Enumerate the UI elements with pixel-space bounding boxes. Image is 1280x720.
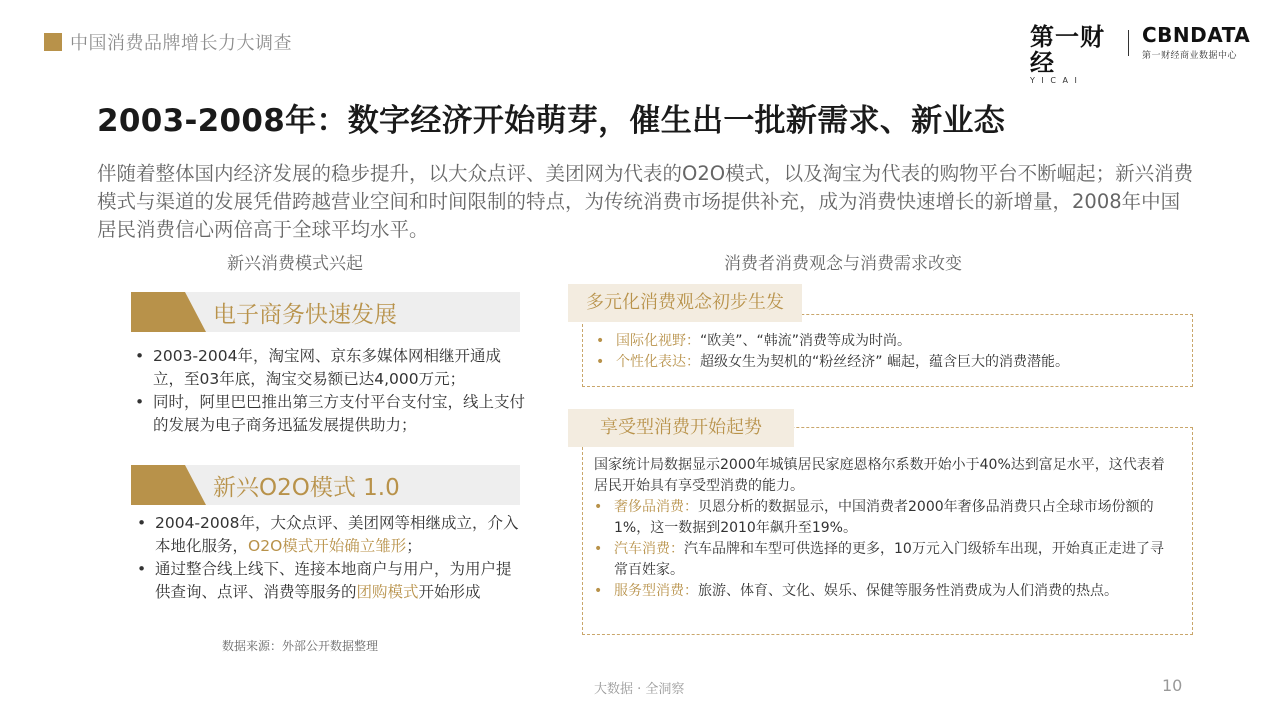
item-key: 汽车消费： xyxy=(614,541,684,557)
ecommerce-banner-title: 电子商务快速发展 xyxy=(213,302,397,328)
cbndata-logo-text: CBNDATA xyxy=(1142,23,1251,47)
bullet-dot-icon: • xyxy=(137,514,147,532)
bullet-dot-icon: • xyxy=(137,560,147,578)
item-text: 汽车品牌和车型可供选择的更多，10万元入门级轿车出现，开始真正走进了寻常百姓家。 xyxy=(614,541,1164,578)
header-accent-square xyxy=(44,33,62,51)
list-item xyxy=(586,352,1186,373)
list-item-text-end: 开始形成 xyxy=(418,583,481,601)
intro-paragraph: 伴随着整体国内经济发展的稳步提升，以大众点评、美团网为代表的O2O模式，以及淘宝为代表的购物平台不断崛起；新兴消费模式与渠道的发展凭借跨越营业空间和时间限制的特点，为传统消费市场提供补充，成为消费快速增长的新增量，2008年中国居民消费信心两倍高于全球平均水平。 xyxy=(97,162,1194,241)
list-item-text: 2003-2004年，淘宝网、京东多媒体网相继开通成立，至03年底，淘宝交易额已达4,000万元； xyxy=(153,347,501,388)
list-item-text: 通过整合线上线下、连接本地商户与用户，为用户提供查询、点评、消费等服务的 xyxy=(155,560,512,601)
yicai-logo-sub: Y I C A I xyxy=(1030,76,1079,85)
bullet-dot-icon: • xyxy=(594,499,603,515)
ecommerce-banner xyxy=(131,292,520,332)
list-item xyxy=(133,391,525,437)
highlight-text: 团购模式 xyxy=(356,583,419,601)
list-item-text: 2004-2008年，大众点评、美团网等相继成立，介入本地化服务， xyxy=(155,514,519,555)
list-item xyxy=(584,581,1174,602)
bullet-dot-icon: • xyxy=(135,347,145,365)
page-heading: 2003-2008年：数字经济开始萌芽，催生出一批新需求、新业态 xyxy=(97,103,1006,139)
bullet-dot-icon: • xyxy=(594,541,603,557)
bullet-dot-icon: • xyxy=(135,393,145,411)
bullet-dot-icon: • xyxy=(596,333,605,349)
banner-accent-shape xyxy=(131,292,206,332)
yicai-logo xyxy=(1030,23,1120,85)
item-key: 奢侈品消费： xyxy=(614,499,698,515)
bullet-dot-icon: • xyxy=(594,583,603,599)
item-text: 贝恩分析的数据显示，中国消费者2000年奢侈品消费只占全球市场份额的1%，这一数据到2010年飙升至19%。 xyxy=(614,499,1154,536)
o2o-bullets xyxy=(135,512,525,604)
yicai-logo-text: 第一财经 xyxy=(1030,23,1105,77)
list-item xyxy=(584,539,1174,581)
o2o-banner-title: 新兴O2O模式 1.0 xyxy=(213,475,400,501)
list-item xyxy=(586,331,1186,352)
diversified-consumption-list xyxy=(586,331,1186,373)
o2o-banner xyxy=(131,465,520,505)
item-text: 超级女生为契机的“粉丝经济” 崛起，蕴含巨大的消费潜能。 xyxy=(700,354,1069,370)
list-item xyxy=(135,512,525,558)
left-column-label: 新兴消费模式兴起 xyxy=(227,254,363,274)
logo-divider xyxy=(1128,30,1129,56)
item-key: 个性化表达： xyxy=(616,354,700,370)
diversified-consumption-tag: 多元化消费观念初步生发 xyxy=(568,284,802,322)
bullet-dot-icon: • xyxy=(596,354,605,370)
report-title: 中国消费品牌增长力大调查 xyxy=(70,33,292,54)
data-source-note: 数据来源：外部公开数据整理 xyxy=(222,639,379,653)
list-item xyxy=(584,497,1174,539)
list-item-text: 同时，阿里巴巴推出第三方支付平台支付宝，线上支付的发展为电子商务迅猛发展提供助力； xyxy=(153,393,526,434)
item-text: “欧美”、“韩流”消费等成为时尚。 xyxy=(700,333,912,349)
list-item xyxy=(133,345,525,391)
ecommerce-bullets xyxy=(133,345,525,437)
item-key: 国际化视野： xyxy=(616,333,700,349)
enjoyment-consumption-list xyxy=(584,497,1174,602)
item-text: 旅游、体育、文化、娱乐、保健等服务性消费成为人们消费的热点。 xyxy=(698,583,1118,599)
right-column-label: 消费者消费观念与消费需求改变 xyxy=(724,254,962,274)
cbndata-logo-sub: 第一财经商业数据中心 xyxy=(1142,51,1238,61)
highlight-text: O2O模式开始确立雏形 xyxy=(248,537,407,555)
page-number: 10 xyxy=(1162,676,1183,695)
list-item xyxy=(135,558,525,604)
enjoyment-intro: 国家统计局数据显示2000年城镇居民家庭恩格尔系数开始小于40%达到富足水平，这代表着居民开始具有享受型消费的能力。 xyxy=(594,457,1165,494)
banner-accent-shape xyxy=(131,465,206,505)
cbndata-logo xyxy=(1142,24,1250,61)
enjoyment-consumption-tag: 享受型消费开始起势 xyxy=(568,409,794,447)
footer-slogan: 大数据 · 全洞察 xyxy=(594,682,685,697)
list-item-text-end: ； xyxy=(406,537,422,555)
item-key: 服务型消费： xyxy=(614,583,698,599)
